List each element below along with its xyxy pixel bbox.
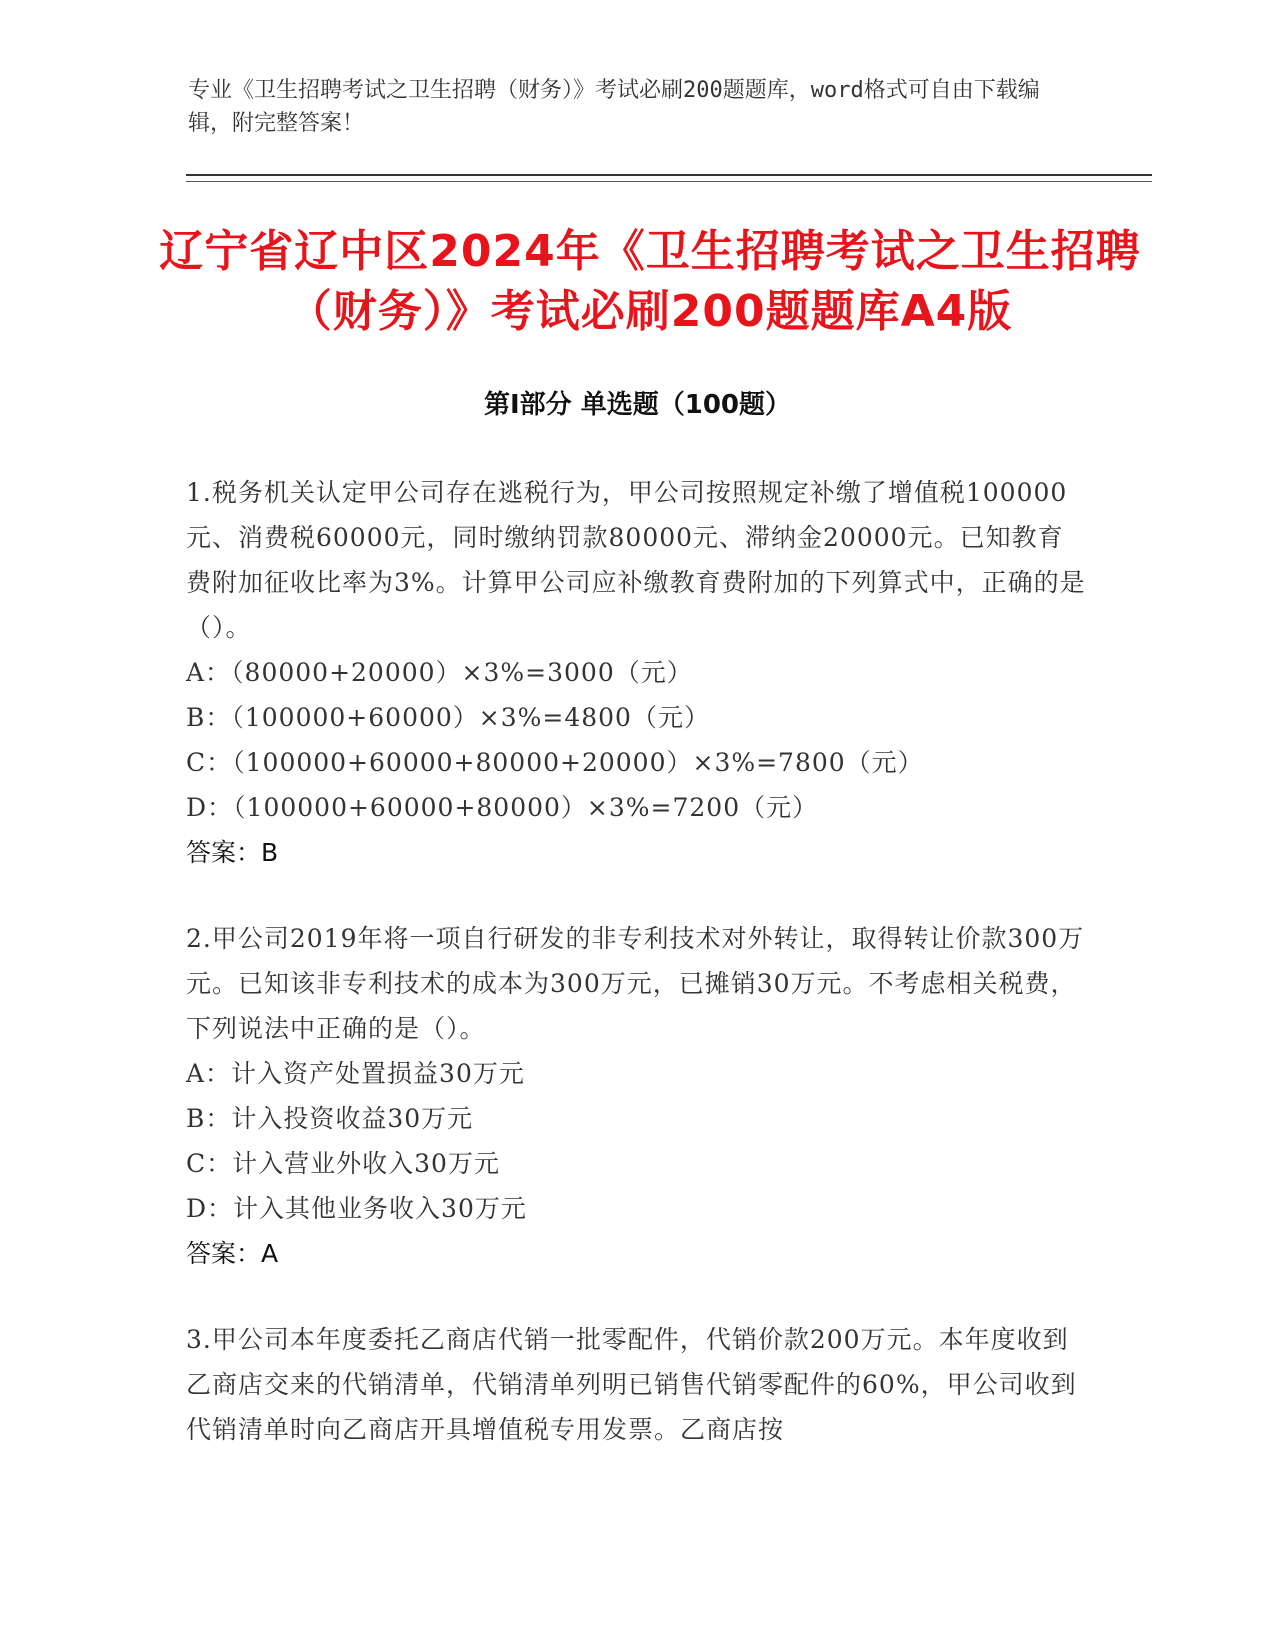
option-c: C：计入营业外收入30万元 — [186, 1149, 500, 1178]
option-d: D：（100000+60000+80000）×3%=7200（元） — [186, 793, 819, 822]
header-divider — [186, 174, 1152, 176]
option-d: D：计入其他业务收入30万元 — [186, 1194, 527, 1223]
question-2 — [186, 916, 1086, 1277]
section-heading: 第Ⅰ部分 单选题（100题） — [484, 390, 791, 420]
option-a: A：（80000+20000）×3%=3000（元） — [186, 658, 693, 687]
question-text: 2.甲公司2019年将一项自行研发的非专利技术对外转让，取得转让价款300万元。已知该非专利技术的成本为300万元，已摊销30万元。不考虑相关税费，下列说法中正确的是（）。 — [186, 924, 1085, 1043]
question-text: 3.甲公司本年度委托乙商店代销一批零配件，代销价款200万元。本年度收到乙商店交来的代销清单，代销清单列明已销售代销零配件的60%，甲公司收到代销清单时向乙商店开具增值税专用发票。乙商店按 — [186, 1325, 1077, 1444]
question-text: 1.税务机关认定甲公司存在逃税行为，甲公司按照规定补缴了增值税100000元、消费税60000元，同时缴纳罚款80000元、滞纳金20000元。已知教育费附加征收比率为3%。计算甲公司应补缴教育费附加的下列算式中，正确的是（）。 — [186, 478, 1086, 642]
answer: 答案：A — [186, 1239, 279, 1268]
question-3 — [186, 1317, 1086, 1452]
option-a: A：计入资产处置损益30万元 — [186, 1059, 525, 1088]
question-1 — [186, 470, 1086, 876]
header-divider-thin — [186, 181, 1152, 182]
answer: 答案：B — [186, 838, 279, 867]
question-list — [186, 470, 1086, 1492]
document-title: 辽宁省辽中区2024年《卫生招聘考试之卫生招聘（财务）》考试必刷200题题库A4版 — [159, 226, 1141, 337]
header-note: 专业《卫生招聘考试之卫生招聘（财务）》考试必刷200题题库，word格式可自由下载编辑，附完整答案！ — [188, 78, 1040, 136]
option-b: B：（100000+60000）×3%=4800（元） — [186, 703, 710, 732]
option-c: C：（100000+60000+80000+20000）×3%=7800（元） — [186, 748, 924, 777]
option-b: B：计入投资收益30万元 — [186, 1104, 474, 1133]
